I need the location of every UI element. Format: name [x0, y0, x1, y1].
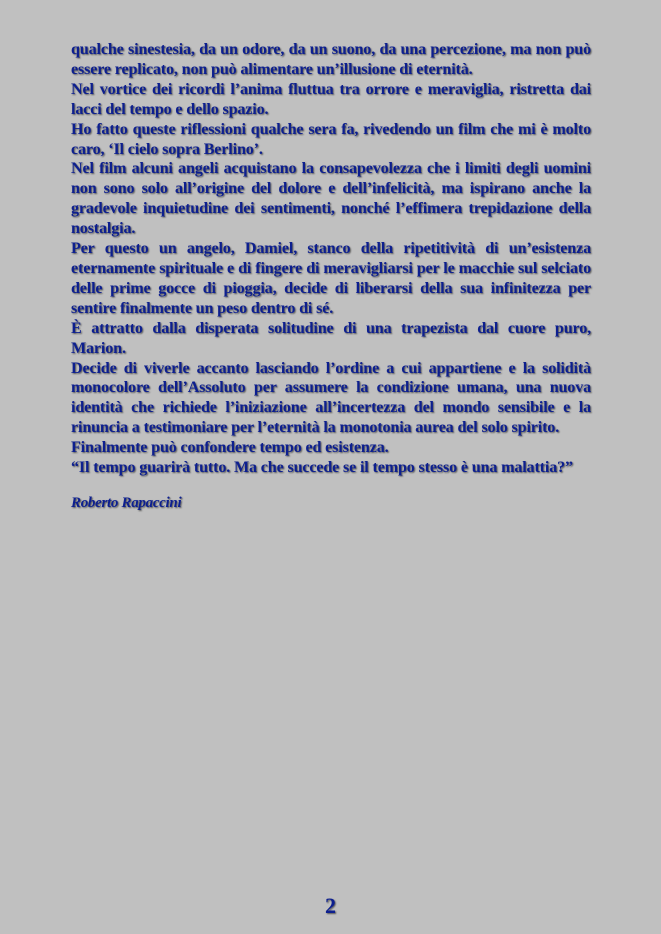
paragraph-7: Decide di viverle accanto lasciando l’ordine a cui appartiene e la solidità monocolore dell’Assoluto per assumere la condizione umana, una nuova identità che richiede l’iniziazione all’incertezza del mondo sensibile e la rinuncia a testimoniare per l’eternità la monotonia aurea del solo spirito. [71, 359, 591, 437]
paragraph-3: Ho fatto queste riflessioni qualche sera fa, rivedendo un film che mi è molto caro, ‘Il cielo sopra Berlino’. [71, 120, 591, 158]
author-signature: Roberto Rapaccini [71, 494, 182, 511]
body-text [71, 40, 591, 514]
paragraph-6: È attratto dalla disperata solitudine di una trapezista dal cuore puro, Marion. [71, 319, 591, 357]
paragraph-9: “Il tempo guarirà tutto. Ma che succede se il tempo stesso è una malattia?” [71, 459, 573, 477]
paragraph-8: Finalmente può confondere tempo ed esistenza. [71, 439, 389, 457]
paragraph-4: Nel film alcuni angeli acquistano la consapevolezza che i limiti degli uomini non sono solo all’origine del dolore e dell’infelicità, ma ispirano anche la gradevole inquietudine dei sentimenti, nonché l’effimera trepidazione della nostalgia. [71, 160, 591, 238]
page-number: 2 [325, 893, 336, 918]
paragraph-1: qualche sinestesia, da un odore, da un suono, da una percezione, ma non può essere replicato, non può alimentare un’illusione di eternità. [71, 41, 591, 78]
paragraph-5: Per questo un angelo, Damiel, stanco della ripetitività di un’esistenza eternamente spirituale e di fingere di meravigliarsi per le macchie sul selciato delle prime gocce di pioggia, decide di liberarsi della sua infinitezza per sentire finalmente un peso dentro di sé. [71, 240, 591, 317]
paragraph-2: Nel vortice dei ricordi l’anima fluttua tra orrore e meraviglia, ristretta dai lacci del tempo e dello spazio. [71, 80, 591, 118]
